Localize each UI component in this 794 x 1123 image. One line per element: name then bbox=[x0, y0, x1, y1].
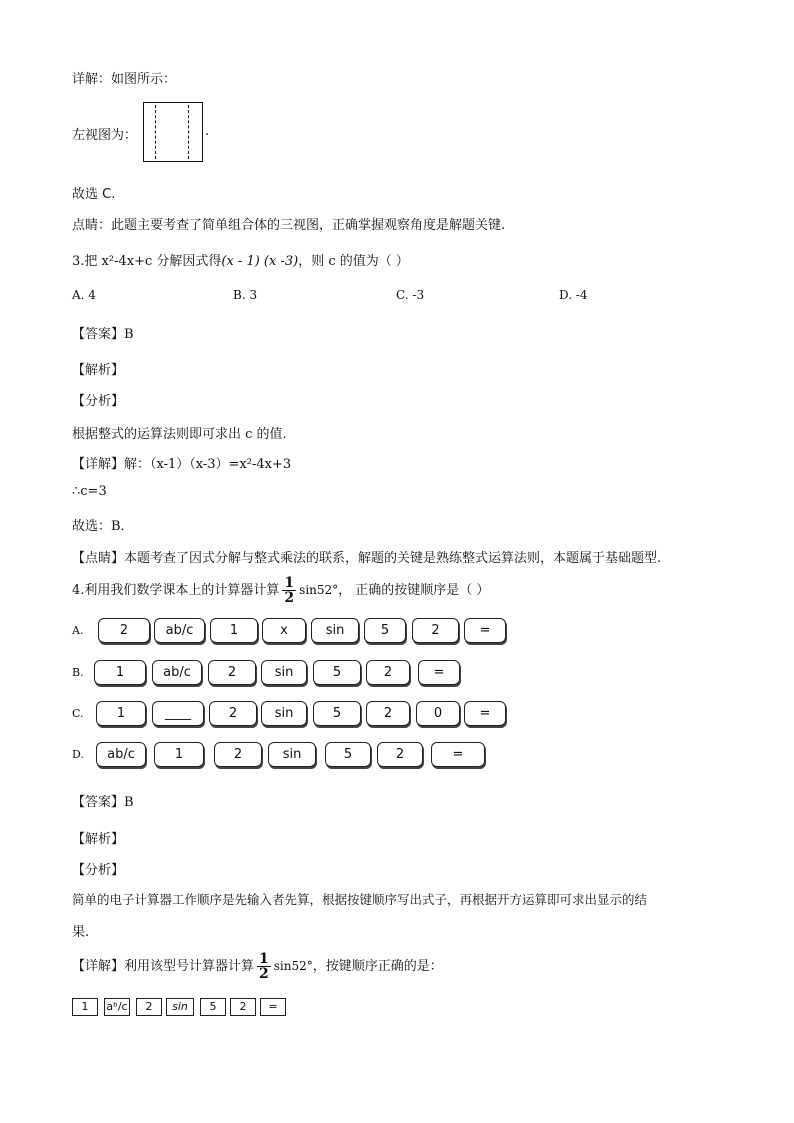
key-equals: = bbox=[418, 660, 460, 685]
q3-option-b: B. 3 bbox=[233, 288, 258, 302]
key-5: 5 bbox=[313, 701, 361, 726]
q4-sin-expr: sin52° bbox=[299, 583, 339, 597]
key-2: 2 bbox=[214, 742, 262, 767]
q3-analysis-text: 根据整式的运算法则即可求出 c 的值. bbox=[72, 427, 287, 442]
key-equals: = bbox=[464, 618, 506, 643]
q3-option-a: A. 4 bbox=[72, 288, 96, 302]
q3-answer: 【答案】B bbox=[72, 327, 134, 342]
fraction-one-half: $\frac{1}{2}$ bbox=[284, 575, 295, 606]
left-view-figure bbox=[143, 102, 203, 162]
q3-option-c: C. -3 bbox=[396, 288, 425, 302]
key-equals: = bbox=[431, 742, 485, 767]
seq-key-1: 1 bbox=[72, 998, 98, 1016]
key-ab-c: ab/c bbox=[154, 618, 205, 643]
q4-option-d-label: D. bbox=[72, 748, 84, 761]
q4-detail bbox=[72, 952, 443, 981]
q4-answer: 【答案】B bbox=[72, 795, 134, 810]
q4-detail-a: 【详解】利用该型号计算器计算 bbox=[72, 959, 255, 974]
q3-stem-expr: (x - 1) (x -3) bbox=[221, 254, 299, 269]
q2-choice: 故选 C. bbox=[72, 187, 116, 202]
q4-option-a-label: A. bbox=[72, 624, 84, 637]
left-view-dashed-line-1 bbox=[155, 105, 156, 159]
key-equals: = bbox=[464, 701, 506, 726]
key-sin: sin bbox=[261, 701, 307, 726]
key-0: 0 bbox=[416, 701, 460, 726]
key-2: 2 bbox=[366, 701, 410, 726]
key-2: 2 bbox=[98, 618, 150, 643]
key-2: 2 bbox=[412, 618, 459, 643]
key-2: 2 bbox=[366, 660, 410, 685]
q3-option-d: D. -4 bbox=[559, 288, 588, 302]
seq-key-ab-c: aᵇ/c bbox=[104, 998, 130, 1016]
q3-choice: 故选：B． bbox=[72, 519, 134, 534]
seq-key-5: 5 bbox=[200, 998, 226, 1016]
q2-comment: 点睛：此题主要考查了简单组合体的三视图，正确掌握观察角度是解题关键. bbox=[72, 218, 506, 233]
key-5: 5 bbox=[313, 660, 361, 685]
key-1: 1 bbox=[94, 660, 146, 685]
q3-comment: 【点睛】本题考查了因式分解与整式乘法的联系，解题的关键是熟练整式运算法则，本题属于基础题型. bbox=[72, 551, 662, 566]
seq-key-sin: sin bbox=[166, 998, 194, 1016]
q3-stem-a: 3.把 x²-4x+c 分解因式得 bbox=[72, 254, 222, 269]
key-5: 5 bbox=[325, 742, 371, 767]
q3-analysis-title: 【解析】 bbox=[72, 363, 125, 378]
q3-stem-c: ，则 c 的值为（ ） bbox=[298, 254, 409, 269]
seq-key-2: 2 bbox=[230, 998, 256, 1016]
q3-therefore: ∴c=3 bbox=[72, 484, 107, 499]
seq-key-2: 2 bbox=[136, 998, 162, 1016]
key-sin: sin bbox=[311, 618, 359, 643]
q4-stem-a: 4.利用我们数学课本上的计算器计算 bbox=[72, 583, 280, 598]
key-2: 2 bbox=[208, 660, 256, 685]
key-sin: sin bbox=[268, 742, 316, 767]
key-x: x bbox=[262, 618, 306, 643]
q4-stem-b: ， 正确的按键顺序是（ ） bbox=[338, 583, 490, 598]
q4-sin-expr: sin52° bbox=[273, 959, 313, 973]
key-blank: ____ bbox=[152, 701, 204, 726]
left-view-dashed-line-2 bbox=[188, 105, 189, 159]
seq-key-equals: = bbox=[260, 998, 286, 1016]
q3-stem bbox=[72, 250, 409, 269]
key-ab-c: ab/c bbox=[96, 742, 146, 767]
q4-detail-b: ，按键顺序正确的是： bbox=[312, 959, 443, 974]
q2-detail: 详解：如图所示： bbox=[72, 72, 177, 87]
key-sin: sin bbox=[261, 660, 307, 685]
q4-stem bbox=[72, 576, 489, 605]
q4-option-b-label: B. bbox=[72, 666, 84, 679]
q4-option-c-label: C. bbox=[72, 707, 84, 720]
q3-analysis-sub: 【分析】 bbox=[72, 394, 125, 409]
fraction-one-half: $\frac{1}{2}$ bbox=[259, 951, 269, 982]
q3-detail: 【详解】解：（x-1）（x-3）=x²-4x+3 bbox=[72, 457, 292, 472]
q2-period: . bbox=[205, 124, 210, 139]
q4-analysis-text-1: 简单的电子计算器工作顺序是先输入者先算，根据按键顺序写出式子，再根据开方运算即可求出显示的结 bbox=[72, 892, 648, 907]
key-5: 5 bbox=[364, 618, 406, 643]
key-2: 2 bbox=[209, 701, 257, 726]
q2-left-view-label: 左视图为： bbox=[72, 128, 138, 143]
key-ab-c: ab/c bbox=[152, 660, 202, 685]
q4-analysis-title: 【解析】 bbox=[72, 832, 125, 847]
key-1: 1 bbox=[96, 701, 146, 726]
key-1: 1 bbox=[154, 742, 204, 767]
q4-analysis-sub: 【分析】 bbox=[72, 863, 125, 878]
key-2: 2 bbox=[377, 742, 423, 767]
q4-analysis-text-2: 果. bbox=[72, 925, 90, 940]
key-1: 1 bbox=[210, 618, 258, 643]
